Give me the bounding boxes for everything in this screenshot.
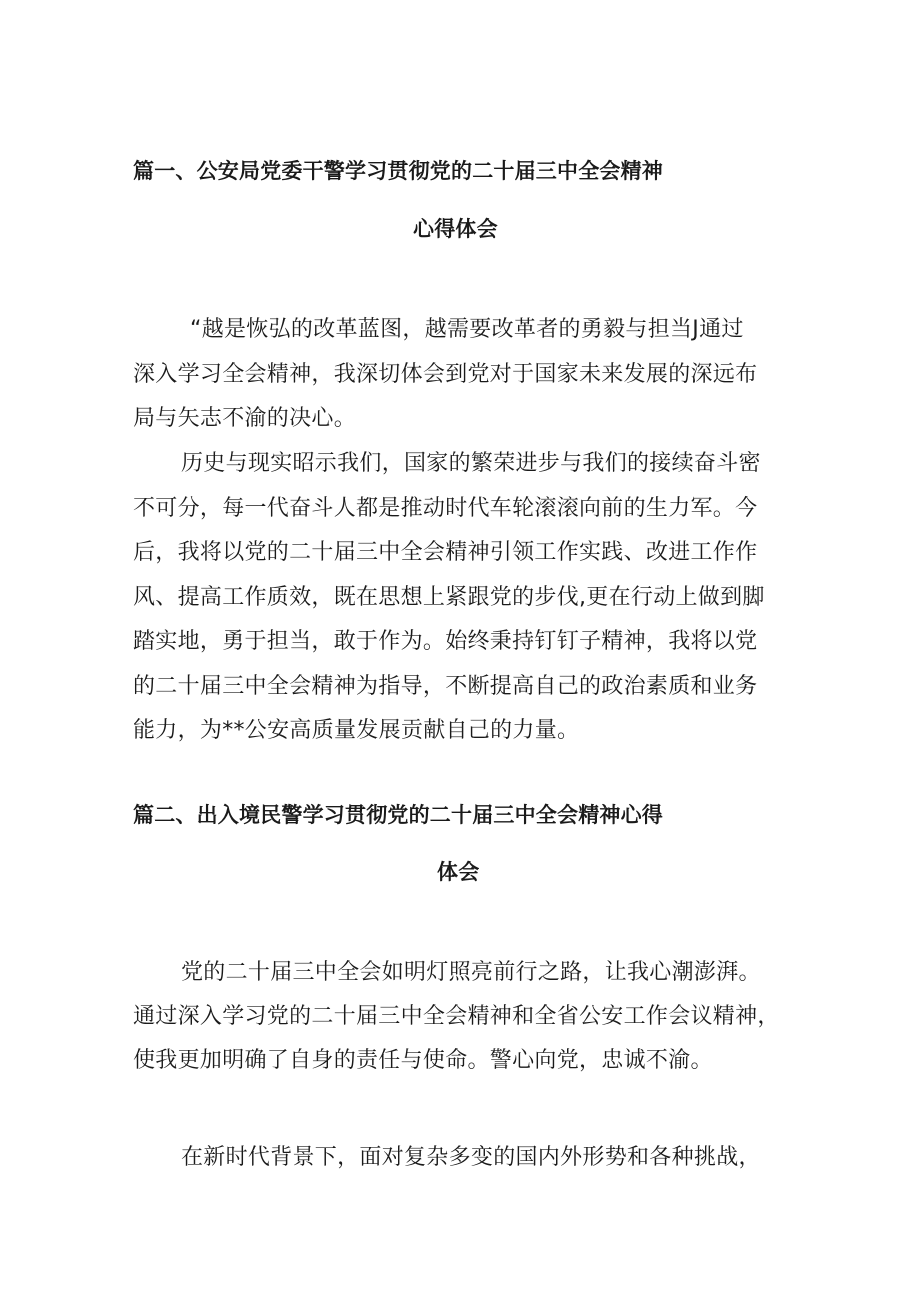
section-2-title-line-2: 体会 [437,860,480,884]
paragraph-line: 后，我将以党的二十届三中全会精神引领工作实践、改进工作作 [133,540,758,565]
section-1-title-line-1: 篇一、公安局党委干警学习贯彻党的二十届三中全会精神 [133,159,663,183]
section-2-title-line-1: 篇二、出入境民警学习贯彻党的二十届三中全会精神心得 [133,803,663,827]
paragraph-line: 历史与现实昭示我们，国家的繁荣进步与我们的接续奋斗密 [181,451,761,476]
paragraph-line: 党的二十届三中全会如明灯照亮前行之路，让我心潮澎湃。 [181,960,761,985]
paragraph-line: 深入学习全会精神，我深切体会到党对于国家未来发展的深远布 [133,362,758,387]
paragraph-line: 风、提高工作质效，既在思想上紧跟党的步伐,更在行动上做到脚 [133,585,765,610]
section-1-title-line-2: 心得体会 [413,217,498,241]
paragraph-line: 使我更加明确了自身的责任与使命。警心向党，忠诚不渝。 [133,1048,713,1073]
paragraph-line: 踏实地，勇于担当，敢于作为。始终秉持钉钉子精神，我将以党 [133,629,758,654]
paragraph-line: 能力，为**公安高质量发展贡献自己的力量。 [133,718,580,743]
paragraph-line: 的二十届三中全会精神为指导，不断提高自己的政治素质和业务 [133,674,758,699]
paragraph-line: “越是恢弘的改革蓝图，越需要改革者的勇毅与担当J通过 [190,317,744,342]
paragraph-line: 局与矢志不渝的决心。 [133,406,357,431]
paragraph-line: 不可分，每一代奋斗人都是推动时代车轮滚滚向前的生力军。今 [133,496,758,521]
paragraph-line: 在新时代背景下，面对复杂多变的国内外形势和各种挑战， [181,1145,761,1170]
paragraph-line: 通过深入学习党的二十届三中全会精神和全省公安工作会议精神， [133,1004,780,1029]
